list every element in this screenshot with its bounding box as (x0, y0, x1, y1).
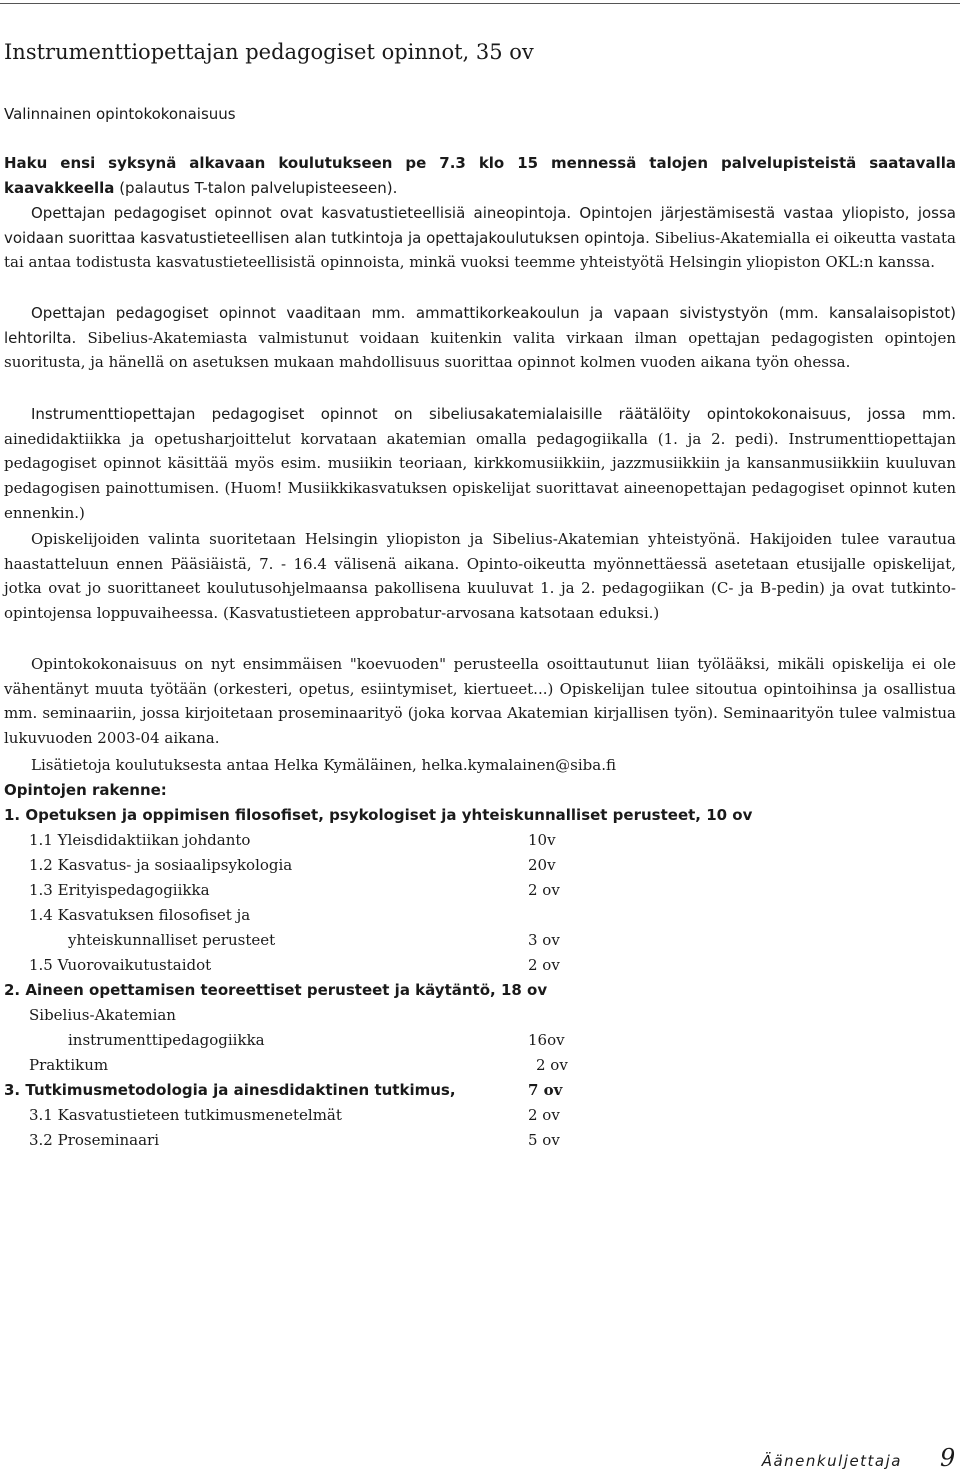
item-1-1-value: 10v (528, 831, 556, 849)
section-1-heading: 1. Opetuksen ja oppimisen filosofiset, psykologiset ja yhteiskunnalliset perusteet, 10 ov (4, 806, 753, 824)
paragraph-1-sans: Opettajan pedagogiset opinnot ovat kasvatustieteellisiä aineopintoja. Opintojen järjestämisestä vastaa yliopisto, jossa voidaan suorittaa kasvatustieteellisen alan tutkintoja ja opettajakoulutuksen opintoja. (4, 204, 956, 247)
item-1-3-value: 2 ov (528, 881, 560, 899)
item-1-5-label: 1.5 Vuorovaikutustaidot (29, 956, 212, 974)
top-rule (0, 3, 960, 4)
section-3-value: 7 ov (528, 1081, 563, 1099)
page-number: 9 (940, 1444, 956, 1472)
item-2-b-label: Praktikum (29, 1056, 109, 1074)
intro-paragraph (4, 151, 956, 200)
paragraph-3-serif: ainedidaktiikka ja opetusharjoittelut korvataan akatemian omalla pedagogiikalla (1. ja 2. pedi). Instrumenttiopettajan pedagogiset opinnot käsittää myös esim. musiikin teoriaan, kirkkomusiikkiin, jazzmusiikkiin ja kansanmusiikkiin kuuluvan pedagogisen painottumisen. (Huom! Musiikkikasvatuksen opiskelijat suorittavat aineenopettajan pedagogiset opinnot kuten ennenkin.) (4, 429, 956, 522)
item-1-2-label: 1.2 Kasvatus- ja sosiaalipsykologia (29, 856, 293, 874)
paragraph-4: Opiskelijoiden valinta suoritetaan Helsingin yliopiston ja Sibelius-Akatemian yhteistyönä. Hakijoiden tulee varautua haastatteluun ennen Pääsiäistä, 7. - 16.4 välisenä aikana. Opinto-oikeutta myönnettäessä asetetaan etusijalle opiskelijat, jotka ovat jo suorittaneet koulutusohjelmaansa pakollisena kuuluvat 1. ja 2. pedagogiikan (C- ja B-pedin) ja ovat tutkinto-opintojensa loppuvaiheessa. (Kasvatustieteen approbatur-arvosana katsotaan eduksi.) (4, 530, 956, 623)
paragraph-1 (4, 201, 956, 275)
paragraph-2-sans: Opettajan pedagogiset opinnot vaaditaan mm. ammattikorkeakoulun ja vapaan sivistystyön (mm. kansalaisopistot) lehtorilta. (4, 304, 956, 347)
item-2-a-label-cont: instrumenttipedagogiikka (68, 1031, 265, 1049)
paragraph-1-serif: Sibelius-Akatemialla ei oikeutta vastata tai antaa todistusta kasvatustieteellisistä opinnoista, minkä vuoksi teemme yhteistyötä Helsingin yliopiston OKL:n kanssa. (4, 228, 956, 272)
item-1-4-label: 1.4 Kasvatuksen filosofiset ja (29, 906, 251, 924)
paragraph-3 (4, 402, 956, 526)
item-2-a-value: 16ov (528, 1031, 565, 1049)
item-1-4-label-cont: yhteiskunnalliset perusteet (68, 931, 276, 949)
item-1-5-value: 2 ov (528, 956, 560, 974)
paragraph-3-sans: Instrumenttiopettajan pedagogiset opinnot on sibeliusakatemialaisille räätälöity opintokokonaisuus, jossa mm. (31, 405, 956, 423)
structure-heading: Opintojen rakenne: (4, 781, 167, 799)
paragraph-2 (4, 301, 956, 375)
page-subtitle: Valinnainen opintokokonaisuus (4, 105, 236, 123)
intro-rest: (palautus T-talon palvelupisteeseen). (114, 178, 398, 197)
item-3-2-label: 3.2 Proseminaari (29, 1131, 160, 1149)
item-2-b-value: 2 ov (536, 1056, 568, 1074)
item-3-1-label: 3.1 Kasvatustieteen tutkimusmenetelmät (29, 1106, 342, 1124)
item-1-4-value: 3 ov (528, 931, 560, 949)
section-3-heading: 3. Tutkimusmetodologia ja ainesdidaktinen tutkimus, (4, 1081, 456, 1099)
item-1-3-label: 1.3 Erityispedagogiikka (29, 881, 210, 899)
intro-lead: Haku ensi syksynä alkavaan koulutukseen pe 7.3 klo 15 mennessä talojen palvelupisteistä saatavalla kaavakkeella (4, 154, 956, 197)
page-title: Instrumenttiopettajan pedagogiset opinnot, 35 ov (4, 40, 534, 64)
contact-paragraph: Lisätietoja koulutuksesta antaa Helka Kymäläinen, helka.kymalainen@siba.fi (31, 756, 616, 774)
item-3-1-value: 2 ov (528, 1106, 560, 1124)
paragraph-5: Opintokokonaisuus on nyt ensimmäisen "koevuoden" perusteella osoittautunut liian työlääksi, mikäli opiskelija ei ole vähentänyt muuta työtään (orkesteri, opetus, esiintymiset, kiertueet...) Opiskelijan tulee sitoutua opintoihinsa ja osallistua mm. seminaariin, jossa kirjoitetaan proseminaarityö (joka korvaa Akatemian kirjallisen työn). Seminaarityön tulee valmistua lukuvuoden 2003-04 aikana. (4, 655, 956, 748)
item-1-1-label: 1.1 Yleisdidaktiikan johdanto (29, 831, 251, 849)
item-1-2-value: 20v (528, 856, 556, 874)
footer-publication: Äänenkuljettaja (761, 1452, 902, 1470)
paragraph-2-serif: Sibelius-Akatemiasta valmistunut voidaan kuitenkin valita virkaan ilman opettajan pedagogisten opintojen suoritusta, ja hänellä on asetuksen mukaan mahdollisuus suorittaa opinnot kolmen vuoden aikana työn ohessa. (4, 328, 956, 372)
section-2-heading: 2. Aineen opettamisen teoreettiset perusteet ja käytäntö, 18 ov (4, 981, 548, 999)
item-2-a-label: Sibelius-Akatemian (29, 1006, 176, 1024)
item-3-2-value: 5 ov (528, 1131, 560, 1149)
